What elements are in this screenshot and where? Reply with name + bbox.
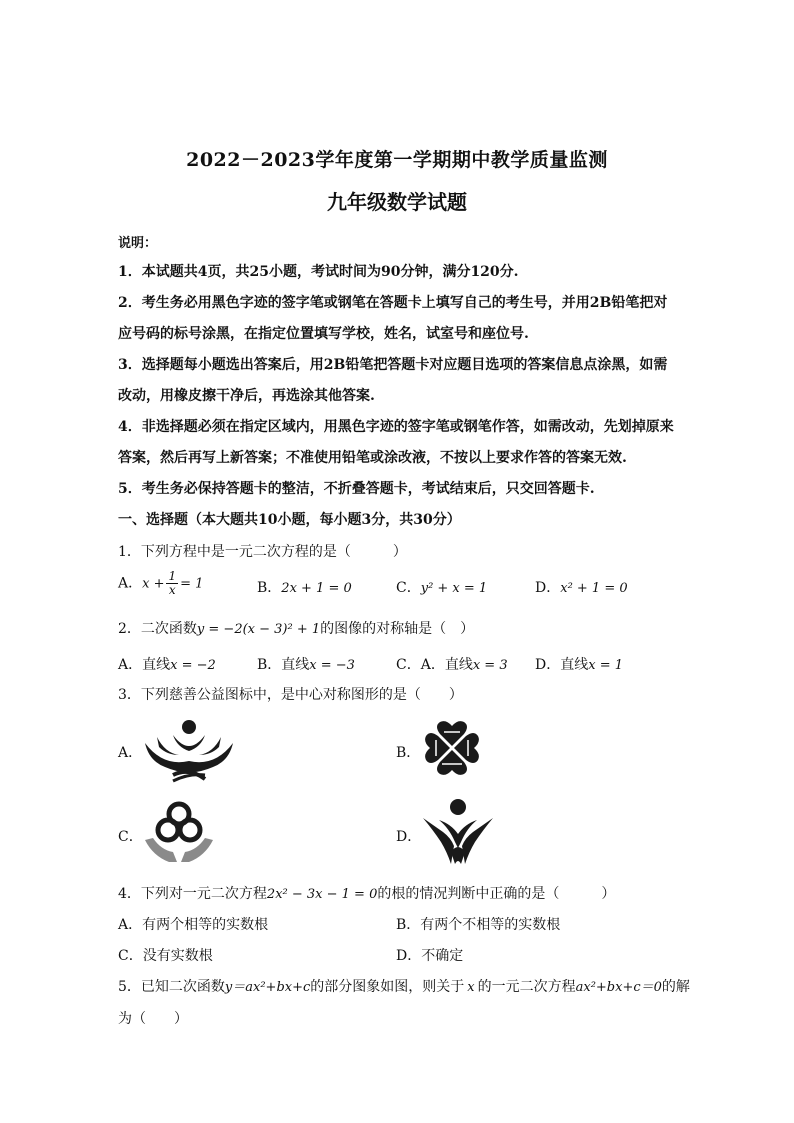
instruction-2-cont: 应号码的标号涂黑，在指定位置填写学校，姓名，试室号和座位号. [118,326,529,342]
q2-option-b-label: B．直线 [257,657,310,673]
q4-option-b: B．有两个不相等的实数根 [396,917,561,933]
q4-option-c: C．没有实数根 [118,948,213,964]
question-4-stem [118,883,615,903]
q1-option-b-label: B． [257,580,282,596]
q1-option-a-label: A． [118,575,143,592]
q2-option-c-math: x = 3 [472,658,508,673]
q2-stem-post: 的图像的对称轴是（ ） [320,621,475,637]
q1-option-b [257,577,352,597]
q5-line1-mid: 的部分图象如图，则关于 [310,979,465,995]
q1-fraction-denominator: x [168,583,176,597]
q3-option-b-label: B． [396,745,421,761]
exam-title: 2022－2023学年度第一学期期中教学质量监测 [186,149,608,171]
instruction-4-cont: 答案，然后再写上新答案；不准使用铅笔或涂改液，不按以上要求作答的答案无效. [118,450,627,466]
q5-line1-post: 的解 [661,979,690,995]
q1-option-b-math: 2x + 1 = 0 [281,581,352,596]
q2-option-a-label: A．直线 [118,657,171,673]
charity-icon-lotus [143,717,235,785]
q1-option-d-math: x² + 1 = 0 [560,581,628,596]
instruction-2: 2．考生务必用黑色字迹的签字笔或钢笔在答题卡上填写自己的考生号，并用2B铅笔把对 [118,295,668,311]
q2-option-b [257,654,355,674]
q2-option-c-label: C．A．直线 [396,657,473,673]
q2-option-b-math: x = −3 [309,658,355,673]
question-5-stem [118,976,690,996]
q2-option-d-label: D．直线 [535,657,589,673]
instructions-heading: 说明： [118,236,158,251]
q1-option-c [396,577,487,597]
question-5-stem-cont: 为（ ） [118,1011,188,1027]
q5-line1-pre: 5．已知二次函数 [118,979,225,995]
q1-option-a-fraction [166,570,178,597]
instruction-3: 3．选择题每小题选出答案后，用2B铅笔把答题卡对应题目选项的答案信息点涂黑，如需 [118,357,668,373]
instruction-5: 5．考生务必保持答题卡的整洁，不折叠答题卡，考试结束后，只交回答题卡. [118,481,595,497]
q1-option-c-math: y² + x = 1 [420,581,488,596]
q1-option-c-label: C． [396,580,421,596]
charity-icon-hands-trefoil [143,800,215,866]
q2-option-d [535,654,623,674]
q5-line1-math1: y＝ax²+bx+c [224,980,311,995]
q1-option-a-pre: x + [142,576,165,592]
instruction-1: 1．本试题共4页，共25小题，考试时间为90分钟，满分120分. [118,264,519,280]
question-1-stem: 1．下列方程中是一元二次方程的是（ ） [118,544,407,560]
instruction-3-cont: 改动，用橡皮擦干净后，再选涂其他答案. [118,388,375,404]
charity-icon-hearts [420,716,484,780]
q5-line1-mid2: 的一元二次方程 [477,979,576,995]
q4-stem-math: 2x² − 3x − 1 = 0 [266,887,378,902]
q2-option-d-math: x = 1 [588,658,623,673]
q1-option-a [118,570,203,597]
exam-subtitle: 九年级数学试题 [327,190,467,214]
q2-option-a [118,654,216,674]
q1-fraction-numerator: 1 [168,569,177,583]
q3-option-c-label: C． [118,829,143,845]
q3-option-d-label: D． [396,829,422,845]
q4-option-d: D．不确定 [396,948,464,964]
q1-option-d-label: D． [535,580,561,596]
instruction-4: 4．非选择题必须在指定区域内，用黑色字迹的签字笔或钢笔作答，如需改动，先划掉原来 [118,419,674,435]
q3-option-a-label: A． [118,745,143,761]
section-heading: 一、选择题（本大题共10小题，每小题3分，共30分） [118,512,461,528]
q1-option-a-post: = 1 [180,576,204,592]
q1-option-d [535,577,628,597]
question-2-stem [118,618,474,638]
q4-stem-pre: 4．下列对一元二次方程 [118,886,267,902]
q2-option-a-math: x = −2 [170,658,216,673]
q4-stem-post: 的根的情况判断中正确的是（ ） [377,886,616,902]
q2-stem-pre: 2．二次函数 [118,621,197,637]
q5-line1-math2: ax²+bx+c＝0 [575,980,662,995]
q4-option-a: A．有两个相等的实数根 [118,917,269,933]
question-3-stem: 3．下列慈善公益图标中，是中心对称图形的是（ ） [118,687,463,703]
q2-stem-math: y = −2(x − 3)² + 1 [196,622,321,637]
q5-line1-x: x [467,980,475,995]
charity-icon-people [421,798,495,868]
q2-option-c [396,654,508,674]
